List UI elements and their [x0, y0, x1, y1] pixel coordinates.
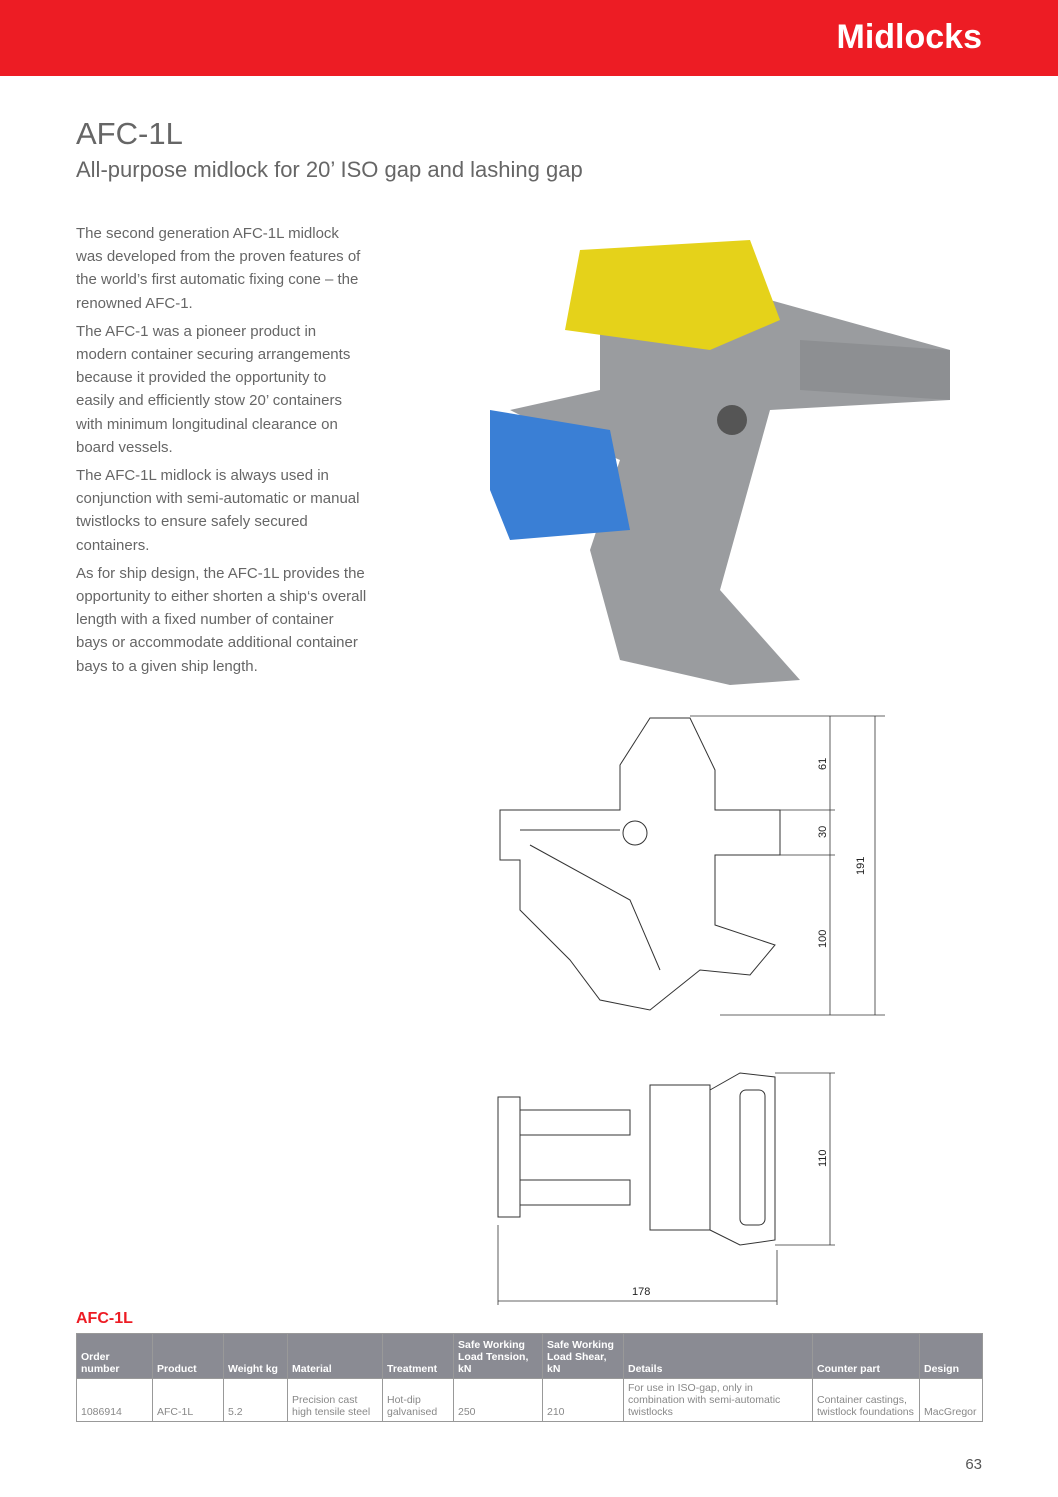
product-subtitle: All-purpose midlock for 20’ ISO gap and lashing gap	[76, 157, 583, 182]
description	[76, 222, 368, 683]
cell: Precision cast high tensile steel	[288, 1379, 383, 1422]
page-number: 63	[965, 1456, 982, 1473]
cell: Container castings, twistlock foundations	[813, 1379, 920, 1422]
col-header: Counter part	[813, 1334, 920, 1379]
table-row	[77, 1379, 983, 1422]
section-banner	[0, 0, 1058, 76]
dim-61: 61	[817, 757, 829, 770]
col-header: Design	[920, 1334, 983, 1379]
cell: MacGregor	[920, 1379, 983, 1422]
top-view-drawing	[490, 1065, 890, 1315]
paragraph: The AFC-1L midlock is always used in conjunction with semi-automatic or manual twistlocks to ensure safely secured containers.	[76, 467, 360, 554]
cell: AFC-1L	[153, 1379, 224, 1422]
dim-100: 100	[817, 929, 829, 948]
col-header: Product	[153, 1334, 224, 1379]
col-header: Treatment	[383, 1334, 454, 1379]
cell: 210	[543, 1379, 624, 1422]
dim-30: 30	[817, 825, 829, 838]
col-header: Details	[624, 1334, 813, 1379]
paragraph: The second generation AFC-1L midlock was developed from the proven features of the world’s first automatic fixing cone – the renowned AFC-1.	[76, 225, 361, 312]
col-header: Weight kg	[224, 1334, 288, 1379]
col-header: Material	[288, 1334, 383, 1379]
paragraph: As for ship design, the AFC-1L provides the opportunity to either shorten a ship‘s overall length with a fixed number of container bays or accommodate additional container bays to a given ship length.	[76, 564, 367, 675]
col-header: Safe Working Load Tension, kN	[454, 1334, 543, 1379]
table-title: AFC-1L	[76, 1310, 133, 1327]
table-header-row	[77, 1334, 983, 1379]
col-header: Safe Working Load Shear, kN	[543, 1334, 624, 1379]
col-header: Order number	[77, 1334, 153, 1379]
cell: 1086914	[77, 1379, 153, 1422]
cell: 250	[454, 1379, 543, 1422]
product-title: AFC-1L	[76, 116, 183, 151]
cell: 5.2	[224, 1379, 288, 1422]
section-title: Midlocks	[836, 18, 982, 56]
spec-table	[76, 1333, 983, 1422]
dim-178: 178	[632, 1286, 651, 1298]
product-photo	[470, 230, 950, 690]
dim-191: 191	[855, 856, 867, 875]
cell: For use in ISO-gap, only in combination with semi-automatic twistlocks	[624, 1379, 813, 1422]
dim-110: 110	[817, 1149, 829, 1167]
paragraph: The AFC-1 was a pioneer product in modern container securing arrangements because it provided the opportunity to easily and efficiently stow 20’ containers with minimum longitudinal clearance on board vessels.	[76, 322, 351, 456]
cell: Hot-dip galvanised	[383, 1379, 454, 1422]
side-view-drawing	[490, 710, 890, 1030]
